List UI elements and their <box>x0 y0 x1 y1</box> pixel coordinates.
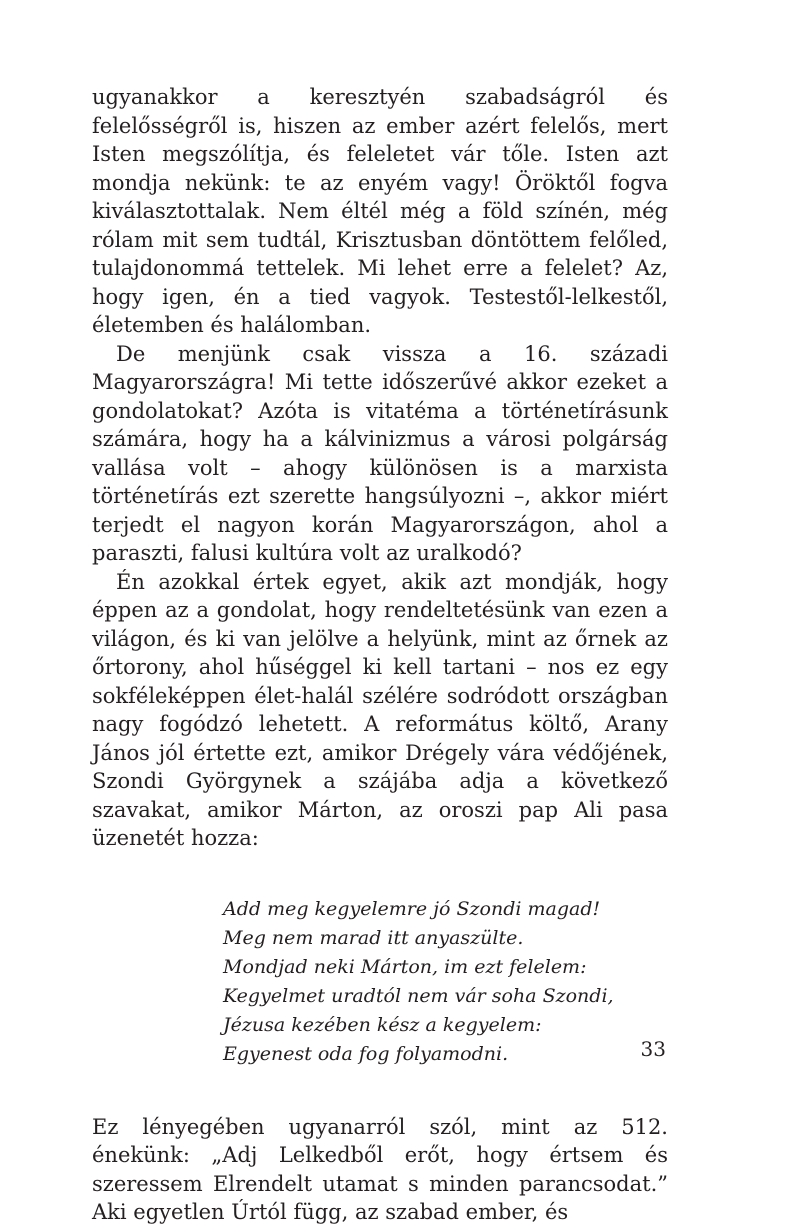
poem-line: Meg nem marad itt anyaszülte. <box>223 926 524 949</box>
poem-line: Mondjad neki Márton, im ezt felelem: <box>223 955 587 978</box>
paragraph-arany-janos: Én azokkal értek egyet, akik azt mondják, hogy éppen az a gondolat, hogy rendeltetésünk van ezen a világon, és ki van jelölve a helyünk, mint az őrnek az őrtorony, ahol hűséggel ki kell tartani – nos ez egy sokféleképpen élet-halál szélére sodródott országban nagy fogódzó lehetett. A református költő, Arany János jól értette ezt, amikor Drégely vára védőjének, Szondi Györgynek a szájába adja a következő szavakat, amikor Márton, az oroszi pap Ali pasa üzenetét hozza: <box>92 569 668 850</box>
poem-line: Add meg kegyelemre jó Szondi magad! <box>223 897 601 920</box>
poem-line: Kegyelmet uradtól nem vár soha Szondi, <box>223 984 614 1007</box>
poem-line: Egyenest oda fog folyamodni. <box>223 1042 509 1065</box>
poem-quote <box>223 895 668 1069</box>
paragraph-hungary-16th-century: De menjünk csak vissza a 16. századi Magyarországra! Mi tette időszerűvé akkor ezeket a gondolatokat? Azóta is vitatéma a történetírásunk számára, hogy ha a kálvinizmus a városi polgárság vallása volt – ahogy különösen is a marxista történetírás ezt szerette hangsúlyozni –, akkor miért terjedt el nagyon korán Magyarországon, ahol a paraszti, falusi kultúra volt az uralkodó? <box>92 341 668 565</box>
page-body <box>92 83 668 1227</box>
page-number: 33 <box>640 1037 666 1061</box>
paragraph-closing: Ez lényegében ugyanarról szól, mint az 512. énekünk: „Adj Lelkedből erőt, hogy értsem és szeressem Elrendelt utamat s minden parancsodat.” Aki egyetlen Úrtól függ, az szabad ember, és <box>92 1114 668 1224</box>
paragraph-continued: ugyanakkor a keresztyén szabadságról és felelősségről is, hiszen az ember azért felelős, mert Isten megszólítja, és feleletet vár tőle. Isten azt mondja nekünk: te az enyém vagy! Öröktől fogva kiválasztottalak. Nem éltél még a föld színén, még rólam mit sem tudtál, Krisztusban döntöttem felőled, tulajdonommá tettelek. Mi lehet erre a felelet? Az, hogy igen, én a tied vagyok. Testestől-lelkestől, életemben és halálomban. <box>92 85 668 337</box>
poem-line: Jézusa kezében kész a kegyelem: <box>223 1013 542 1036</box>
